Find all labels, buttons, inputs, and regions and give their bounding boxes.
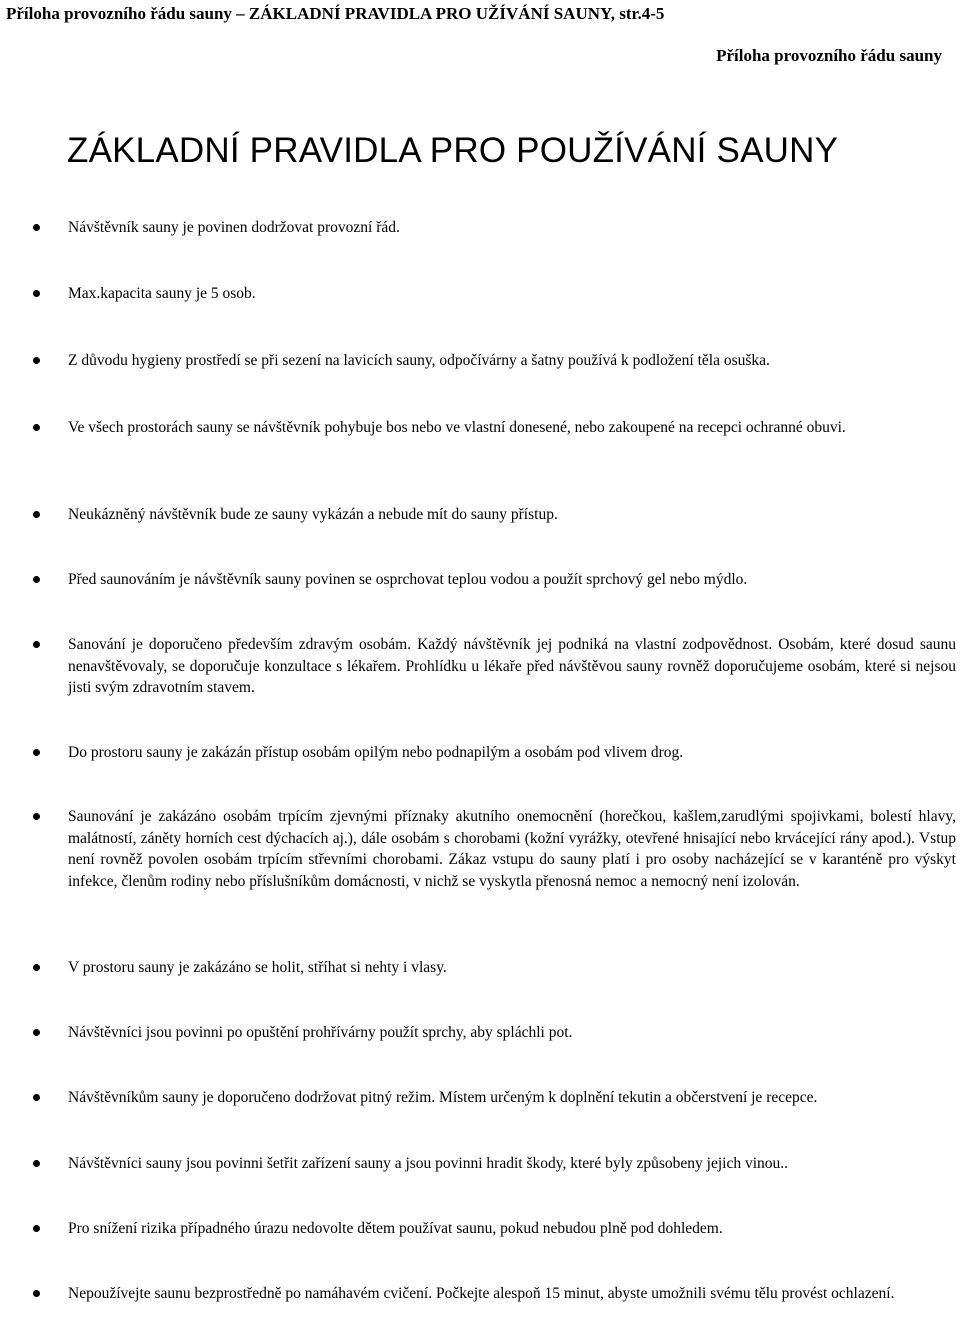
bullet-icon (33, 641, 40, 648)
bullet-icon (33, 424, 40, 431)
bullet-icon (33, 1029, 40, 1036)
bullet-icon (33, 1094, 40, 1101)
rule-text: Do prostoru sauny je zakázán přístup osobám opilým nebo podnapilým a osobám pod vlivem drog. (68, 744, 684, 761)
rule-text: Z důvodu hygieny prostředí se při sezení na lavicích sauny, odpočívárny a šatny používá k podložení těla osuška. (68, 352, 770, 369)
rule-text: Max.kapacita sauny je 5 osob. (68, 285, 256, 302)
rule-text: Návštěvníkům sauny je doporučeno dodržovat pitný režim. Místem určeným k doplnění tekutin a občerstvení je recepce. (68, 1089, 818, 1106)
rule-text: Návštěvník sauny je povinen dodržovat provozní řád. (68, 219, 400, 236)
rule-text: Před saunováním je návštěvník sauny povinen se osprchovat teplou vodou a použít sprchový gel nebo mýdlo. (68, 571, 748, 588)
rule-text: V prostoru sauny je zakázáno se holit, stříhat si nehty i vlasy. (68, 959, 447, 976)
rule-text: Návštěvníci jsou povinni po opuštění prohřívárny použít sprchy, aby spláchli pot. (68, 1024, 573, 1041)
bullet-icon (33, 1225, 40, 1232)
appendix-label: Příloha provozního řádu sauny (716, 46, 942, 65)
page-title: ZÁKLADNÍ PRAVIDLA PRO POUŽÍVÁNÍ SAUNY (67, 131, 839, 170)
bullet-icon (33, 357, 40, 364)
bullet-icon (33, 749, 40, 756)
bullet-icon (33, 290, 40, 297)
rule-text: Návštěvníci sauny jsou povinni šetřit zařízení sauny a jsou povinni hradit škody, které byly způsobeny jejich vinou.. (68, 1155, 789, 1172)
bullet-icon (33, 224, 40, 231)
rule-text: Pro snížení rizika případného úrazu nedovolte dětem používat saunu, pokud nebudou plně pod dohledem. (68, 1220, 723, 1237)
bullet-icon (33, 1290, 40, 1297)
rule-text: Sanování je doporučeno především zdravým osobám. Každý návštěvník jej podniká na vlastní zodpovědnost. Osobám, které dosud saunu nenavštěvovaly, se doporučuje konzultace s lékařem. Prohlídku u lékaře před návštěvou sauny rovněž doporučujeme osobám, které si nejsou jisti svým zdravotním stavem. (68, 636, 956, 696)
bullet-icon (33, 964, 40, 971)
bullet-icon (33, 813, 40, 820)
bullet-icon (33, 1160, 40, 1167)
rule-text: Ve všech prostorách sauny se návštěvník pohybuje bos nebo ve vlastní donesené, nebo zakoupené na recepci ochranné obuvi. (68, 419, 846, 436)
rule-text: Neukázněný návštěvník bude ze sauny vykázán a nebude mít do sauny přístup. (68, 506, 558, 523)
document-header: Příloha provozního řádu sauny – ZÁKLADNÍ PRAVIDLA PRO UŽÍVÁNÍ SAUNY, str.4-5 (6, 4, 665, 23)
rule-text: Saunování je zakázáno osobám trpícím zjevnými příznaky akutního onemocnění (horečkou, kašlem,zarudlými spojivkami, bolestí hlavy, malátností, záněty horních cest dýchacích aj.), dále osobám s chorobami (kožní vyrážky, otevřené hnisající nebo krvácející rány apod.). Vstup není rovněž povolen osobám trpícím střevními chorobami. Zákaz vstupu do sauny platí i pro osoby nacházející se v karanténě pro výskyt infekce, členům rodiny nebo příslušníkům domácnosti, v nichž se vyskytla přenosná nemoc a nemocný není izolován. (68, 808, 956, 890)
rule-text: Nepoužívejte saunu bezprostředně po namáhavém cvičení. Počkejte alespoň 15 minut, abyste umožnili svému tělu provést ochlazení. (68, 1285, 895, 1302)
bullet-icon (33, 511, 40, 518)
bullet-icon (33, 576, 40, 583)
